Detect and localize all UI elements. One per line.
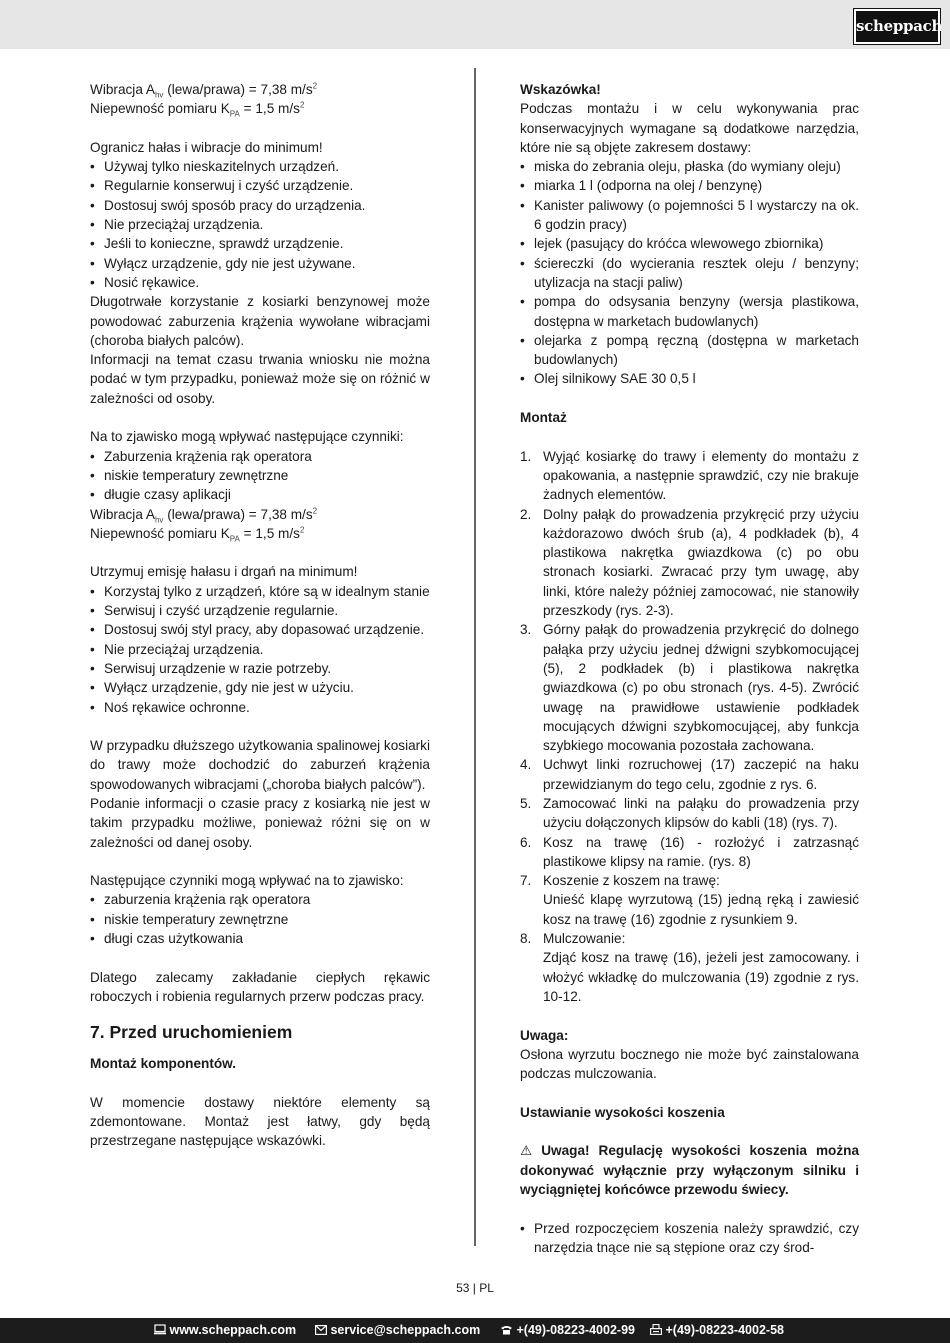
montaz-title: Montaż [520,410,567,426]
paragraph: Informacji na temat czasu trwania wniosku nie można podać w tym przypadku, ponieważ może się on różnić w zależności od osoby. [90,352,430,406]
hint-text: Podczas montażu i w celu wykonywania prac konserwacyjnych wymagane są dodatkowe narzędzia, które nie są objęte zakresem dostawy: [520,101,859,155]
list-item: • Korzystaj tylko z urządzeń, które są w idealnym stanie [90,582,430,601]
right-column [520,80,859,1257]
bullet-list [520,1219,859,1258]
list-item: • długie czasy aplikacji [90,485,430,504]
left-column [90,80,430,1151]
hint-title: Wskazówka! [520,82,601,97]
list-item: • zaburzenia krążenia rąk operatora [90,890,430,909]
list-item: 1. Wyjąć kosiarkę do trawy i elementy do montażu z opakowania, a następnie sprawdzić, czy nie brakuje żadnych elementów. [520,448,859,503]
list-item: • Używaj tylko nieskazitelnych urządzeń. [90,157,430,176]
list-item: • Olej silnikowy SAE 30 0,5 l [520,369,859,388]
assembly-steps [520,447,859,1007]
list-item: • Kanister paliwowy (o pojemności 5 l wystarczy na ok. 6 godzin pracy) [520,196,859,235]
list-item: 5. Zamocować linki na pałąku do prowadzenia przy użyciu dołączonych klipsów do kabli (18) (rys. 7). [520,795,859,831]
note-title: Uwaga: [520,1027,569,1043]
list-item: 7. Koszenie z koszem na trawę: Unieść klapę wyrzutową (15) jedną ręką i zawiesić kosz na trawę (16) zgodnie z rysunkiem 9. [520,873,859,927]
list-item: • Jeśli to konieczne, sprawdź urządzenie. [90,234,430,253]
paragraph: Podanie informacji o czasie pracy z kosiarką nie jest w takim przypadku możliwe, ponieważ różni się on w zależności od danej osoby. [90,795,430,850]
list-item: • Wyłącz urządzenie, gdy nie jest w użyciu. [90,678,430,697]
paragraph: Dlatego zalecamy zakładanie ciepłych rękawic roboczych i robienia regularnych przerw podczas pracy. [90,969,430,1004]
subsection-title: Montaż komponentów. [90,1056,236,1072]
list-item: • Nie przeciążaj urządzenia. [90,215,430,234]
list-item: • lejek (pasujący do króćca wlewowego zbiornika) [520,234,859,253]
list-item: • miska do zebrania oleju, płaska (do wymiany oleju) [520,157,859,176]
intro-text: Utrzymuj emisję hałasu i drgań na minimum! [90,564,358,580]
mail-icon [315,1325,327,1335]
scheppach-logo: scheppach [854,9,940,44]
list-item: • Wyłącz urządzenie, gdy nie jest używane. [90,254,430,273]
intro-text: Ogranicz hałas i wibracje do minimum! [90,139,323,155]
list-item: • miarka 1 l (odporna na olej / benzynę) [520,176,859,195]
footer-web[interactable]: www.scheppach.com [154,1318,296,1343]
section-title: 7. Przed uruchomieniem [90,1022,293,1043]
paragraph: W przypadku dłuższego użytkowania spalinowej kosiarki do trawy może dochodzić do zaburzeń krążenia spowodowanych wibracjami („choroba białych palców”). [90,738,431,792]
page-number: 53 | PL [456,1281,494,1295]
list-item: • Regularnie konserwuj i czyść urządzenie. [90,176,430,195]
uncertainty-line: Niepewność pomiaru $K_{PA} = 1,5$ $m/s^2$ [90,525,305,544]
list-item: 4. Uchwyt linki rozruchowej (17) zaczepić na haku przewidzianym do tego celu, zgodnie z rys. 6. [520,757,859,792]
list-item: 3. Górny pałąk do prowadzenia przykręcić do dolnego pałąka przy użyciu jednej dźwigni szybkomocującej (5), 2 podkładek (b) i plastikowa nakrętka gwiazdkowa (c) po obu stronach (rys. 4-5). Zwrócić uwagę na prawidłowe ustawienie podkładek mocujących dźwigni szybkomocującej, aby funkcja szybkiego mocowania pozostała zachowana. [520,622,859,754]
paragraph: Długotrwałe korzystanie z kosiarki benzynowej może powodować zaburzenia krążenia wywołane wibracjami (choroba białych palców). [90,294,430,348]
list-item: • Serwisuj i czyść urządzenie regularnie. [90,601,430,620]
tools-list [520,157,859,389]
warning-icon: ⚠ [520,1143,533,1159]
intro-text: Na to zjawisko mogą wpływać następujące czynniki: [90,429,404,445]
footer-fax[interactable]: +(49)-08223-4002-58 [650,1318,784,1343]
list-item: 6. Kosz na trawę (16) - rozłożyć i zatrzasnąć plastikowe klipsy na ramie. (rys. 8) [520,834,859,869]
list-item: • Serwisuj urządzenie w razie potrzeby. [90,659,430,678]
column-divider [474,68,476,1246]
list-item: 8. Mulczowanie: Zdjąć kosz na trawę (16), jeżeli jest zamocowany. i włożyć wkładkę do mulczowania (19) zgodnie z rys. 10-12. [520,931,859,1004]
bullet-list [90,157,430,292]
list-item: • ściereczki (do wycierania resztek oleju / benzyny; utylizacja na stacji paliw) [520,254,859,293]
list-item: • Dostosuj swój styl pracy, aby dopasować urządzenie. [90,620,430,639]
vibration-line: Wibracja $A_{hv}$ (lewa/prawa) = 7,38 $m/s^2$ [90,506,318,525]
computer-icon [154,1324,166,1335]
footer-phone[interactable]: +(49)-08223-4002-99 [500,1318,635,1343]
note-text: Osłona wyrzutu bocznego nie może być zainstalowana podczas mulczowania. [520,1046,859,1082]
paragraph: W momencie dostawy niektóre elementy są zdemontowane. Montaż jest łatwy, gdy będą przestrzegane następujące wskazówki. [90,1094,430,1149]
header-bar [0,0,950,49]
list-item: • niskie temperatury zewnętrzne [90,910,430,929]
list-item: 2. Dolny pałąk do prowadzenia przykręcić przy użyciu każdorazowo dwóch śrub (a), 4 podkładek (b), 4 plastikowa nakrętka gwiazdkowa (c) po obu stronach kosiarki. Zwracać przy tym uwagę, aby linki, które należy później zamocować, nie stanowiły przeszkody (rys. 2-3). [520,506,859,619]
list-item: • Nosić rękawice. [90,273,430,292]
footer-bar [0,1318,950,1343]
footer-email[interactable]: service@scheppach.com [315,1318,480,1343]
height-title: Ustawianie wysokości koszenia [520,1104,725,1120]
uncertainty-line: Niepewność pomiaru $K_{PA} = 1,5$ $m/s^2$ [90,100,305,120]
bullet-list [90,582,430,717]
list-item: • niskie temperatury zewnętrzne [90,466,430,485]
phone-icon [500,1325,513,1335]
list-item: • olejarka z pompą ręczną (dostępna w marketach budowlanych) [520,331,859,370]
list-item: • Nie przeciążaj urządzenia. [90,640,430,659]
bullet-list [90,890,430,948]
list-item: • pompa do odsysania benzyny (wersja plastikowa, dostępna w marketach budowlanych) [520,292,859,331]
bullet-list [90,447,430,505]
list-item: • długi czas użytkowania [90,929,430,948]
vibration-line: Wibracja $A_{hv}$ (lewa/prawa) = 7,38 $m/s^2$ [90,81,318,100]
fax-icon [650,1324,662,1335]
list-item: • Noś rękawice ochronne. [90,698,430,717]
warning-text: ⚠ Uwaga! Regulację wysokości koszenia można dokonywać wyłącznie przy wyłączonym silniku i wyciągniętej końcówce przewodu świecy. [520,1143,860,1197]
list-item: • Dostosuj swój sposób pracy do urządzenia. [90,196,430,215]
list-item: • Przed rozpoczęciem koszenia należy sprawdzić, czy narzędzia tnące nie są stępione oraz czy środ- [520,1219,859,1258]
intro-text: Następujące czynniki mogą wpływać na to zjawisko: [90,873,404,889]
list-item: • Zaburzenia krążenia rąk operatora [90,447,430,466]
